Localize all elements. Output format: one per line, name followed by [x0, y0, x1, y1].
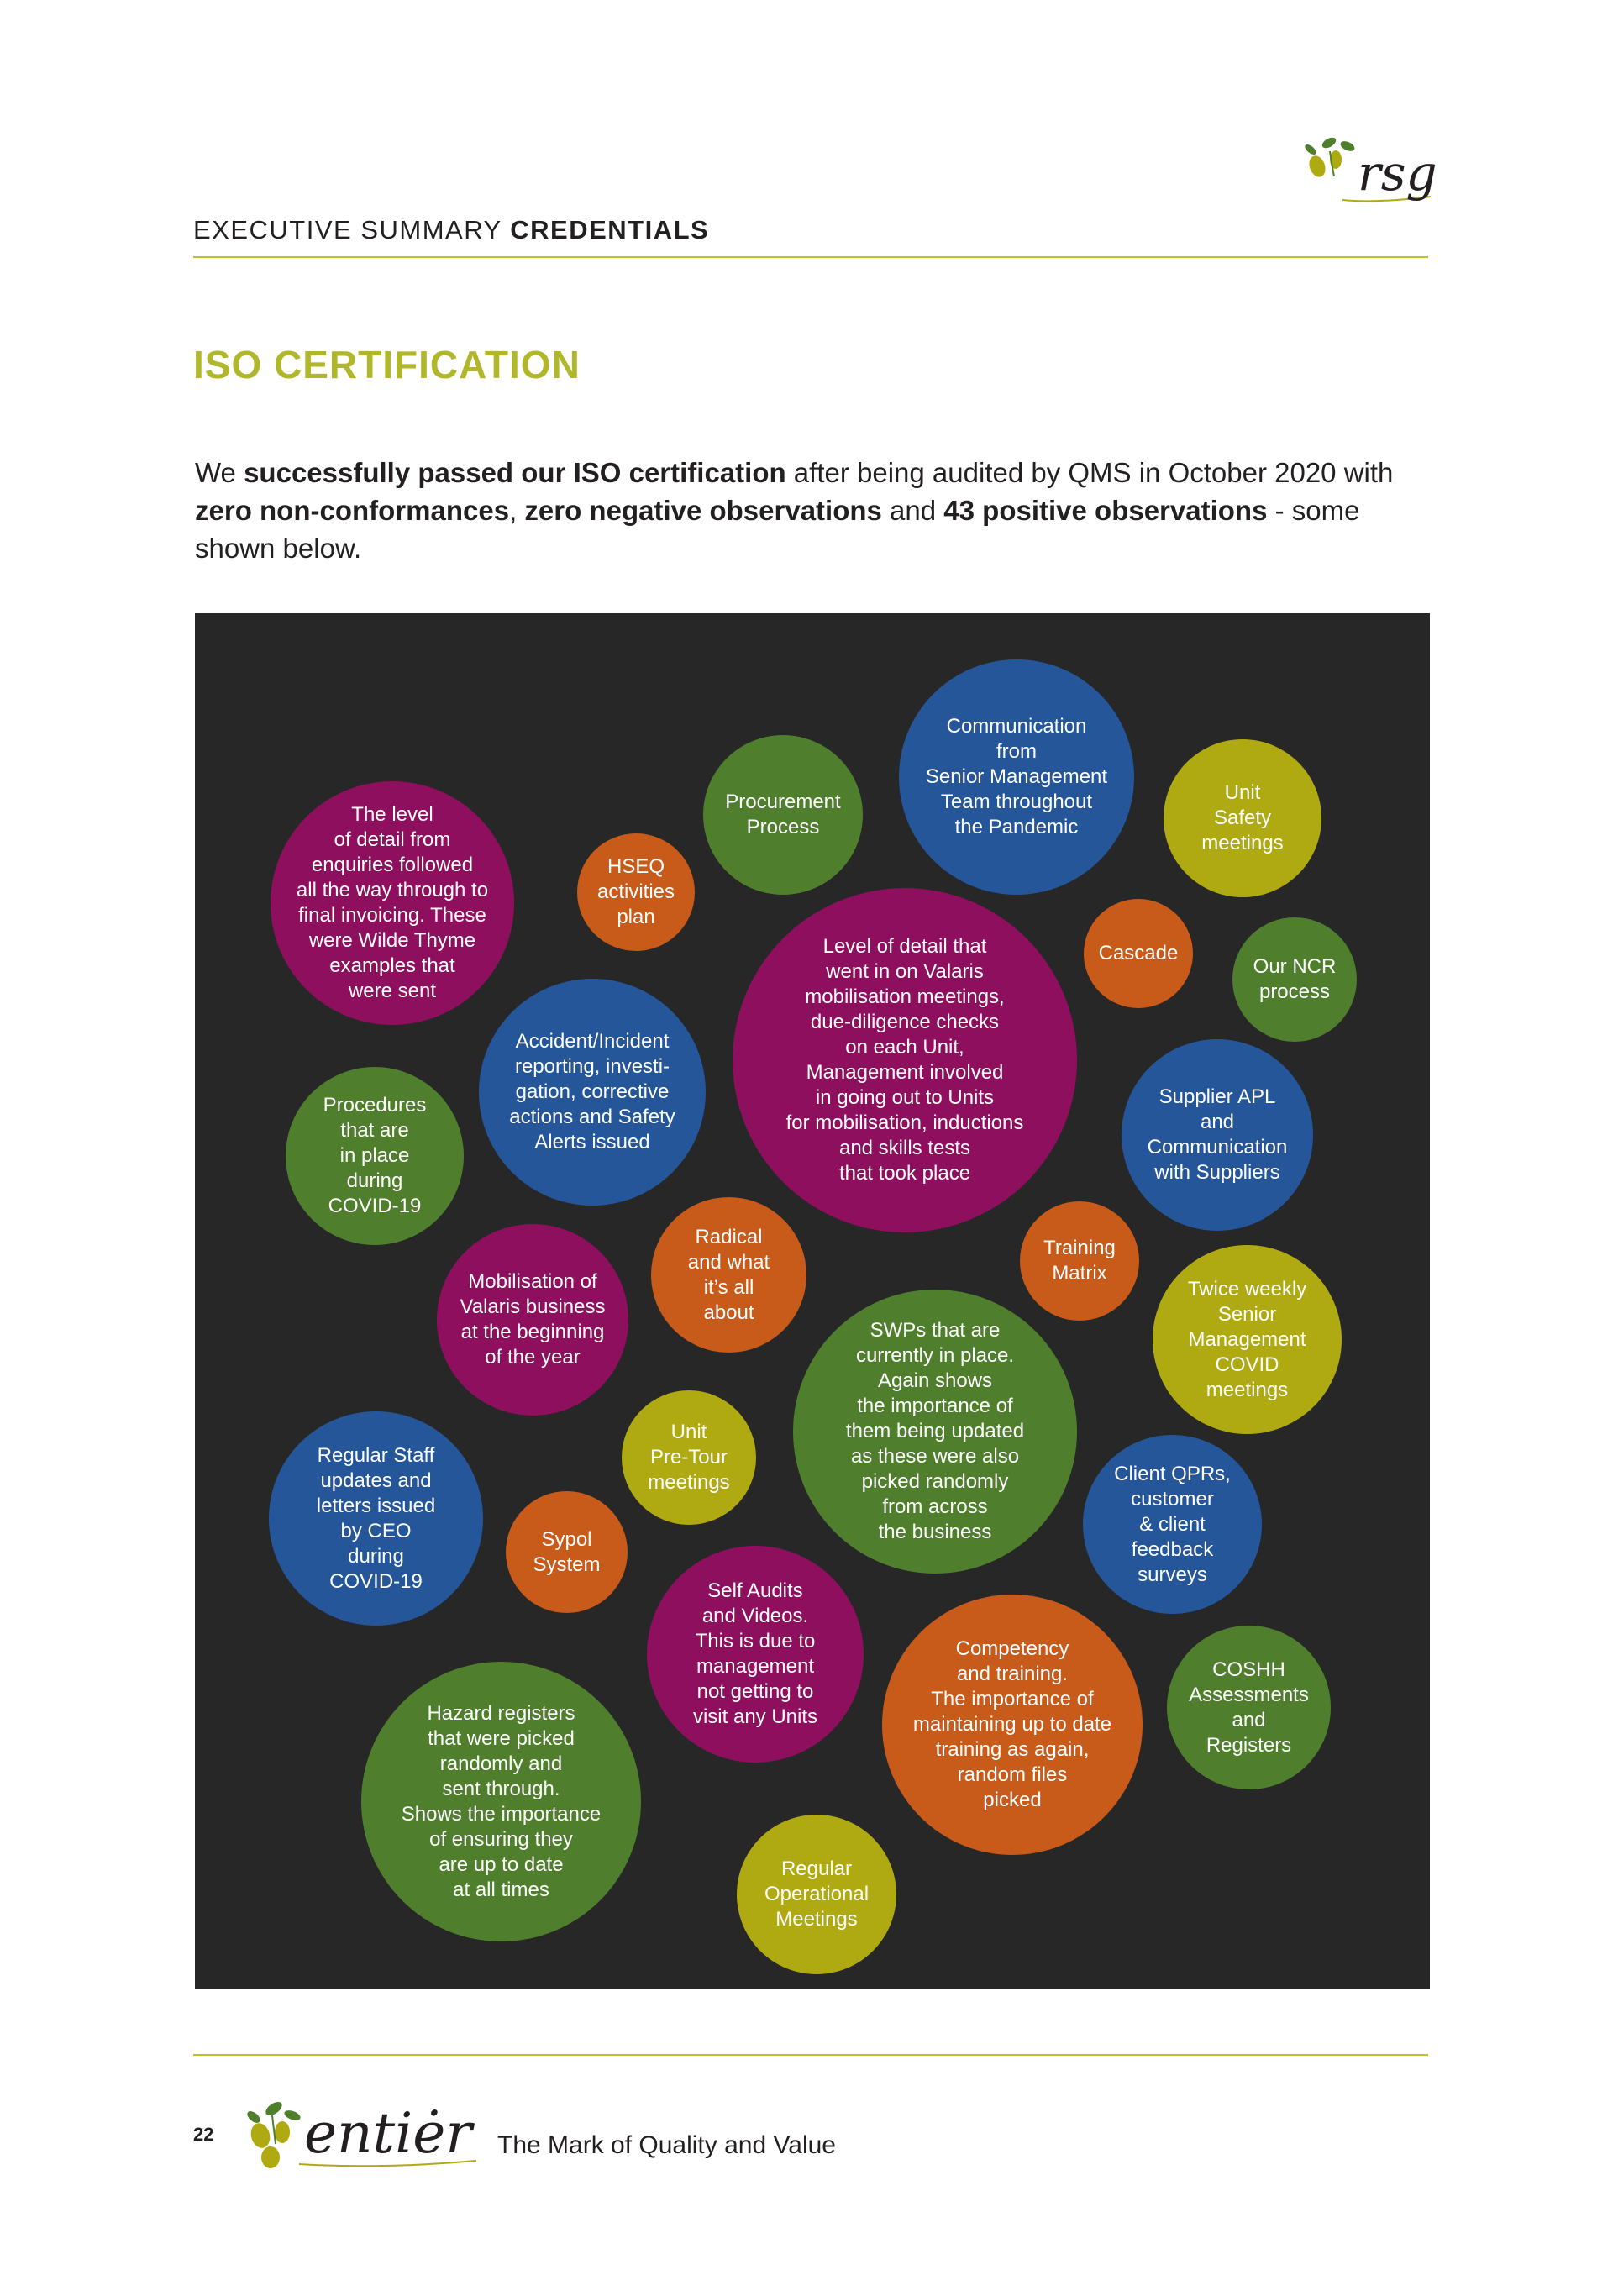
bubble-swps: SWPs that are currently in place. Again shows the importance of them being updated as these were also picked randomly from across the business [793, 1290, 1077, 1574]
bubble-pre-tour: Unit Pre-Tour meetings [622, 1390, 756, 1525]
bubble-communication: Communication from Senior Management Team throughout the Pandemic [899, 659, 1134, 895]
bubble-coshh: COSHH Assessments and Registers [1167, 1626, 1331, 1789]
page-number: 22 [193, 2124, 214, 2145]
entier-logo [245, 2092, 481, 2172]
rsg-logo [1292, 126, 1435, 210]
bubble-procedures-covid: Procedures that are in place during COVID-19 [286, 1067, 464, 1245]
bubble-client-qprs: Client QPRs, customer & client feedback surveys [1083, 1435, 1262, 1614]
bubble-accident-incident: Accident/Incident reporting, investi- gation, corrective actions and Safety Alerts issued [479, 979, 706, 1206]
page-title: ISO CERTIFICATION [193, 343, 581, 386]
intro-paragraph: We successfully passed our ISO certification after being audited by QMS in October 2020 with zero non-conformances, zero negative observations and 43 positive observations - some shown below. [195, 457, 1394, 564]
bubble-self-audits: Self Audits and Videos. This is due to management not getting to visit any Units [647, 1546, 864, 1763]
bubble-cascade: Cascade [1084, 899, 1193, 1008]
bubble-radical: Radical and what it’s all about [651, 1197, 806, 1353]
svg-text:rsg: rsg [1358, 144, 1435, 202]
tagline: The Mark of Quality and Value [497, 2131, 836, 2159]
bubble-ncr: Our NCR process [1232, 917, 1357, 1042]
bubble-mobilisation-valaris-business: Mobilisation of Valaris business at the beginning of the year [437, 1224, 628, 1416]
bubble-regular-staff-updates: Regular Staff updates and letters issued by CEO during COVID-19 [269, 1411, 483, 1626]
bubble-regular-operational: Regular Operational Meetings [737, 1815, 896, 1974]
bubble-sypol: Sypol System [506, 1491, 628, 1613]
bubble-hseq: HSEQ activities plan [577, 833, 695, 951]
bubble-panel [195, 613, 1430, 1989]
bubble-hazard-registers: Hazard registers that were picked randomly and sent through. Shows the importance of ensuring they are up to date at all times [361, 1662, 641, 1941]
bubble-level-of-detail: The level of detail from enquiries followed all the way through to final invoicing. These were Wilde Thyme examples that were sent [271, 781, 514, 1025]
section-label: EXECUTIVE SUMMARY CREDENTIALS [193, 215, 710, 244]
bubble-training-matrix: Training Matrix [1020, 1201, 1139, 1321]
footer-rule [193, 2054, 1428, 2056]
bubble-twice-weekly: Twice weekly Senior Management COVID meetings [1153, 1245, 1342, 1434]
bubble-valaris-mobilisation: Level of detail that went in on Valaris mobilisation meetings, due-diligence checks on each Unit, Management involved in going out to Units for mobilisation, inductions and skills tests that took place [733, 888, 1077, 1232]
bubble-unit-safety: Unit Safety meetings [1164, 739, 1321, 897]
svg-text:entiėr: entiėr [304, 2101, 472, 2166]
header-rule [193, 256, 1428, 258]
bubble-supplier-apl: Supplier APL and Communication with Suppliers [1122, 1039, 1313, 1231]
bubble-procurement: Procurement Process [703, 735, 863, 895]
bubble-competency-training: Competency and training. The importance of maintaining up to date training as again, random files picked [882, 1595, 1143, 1855]
